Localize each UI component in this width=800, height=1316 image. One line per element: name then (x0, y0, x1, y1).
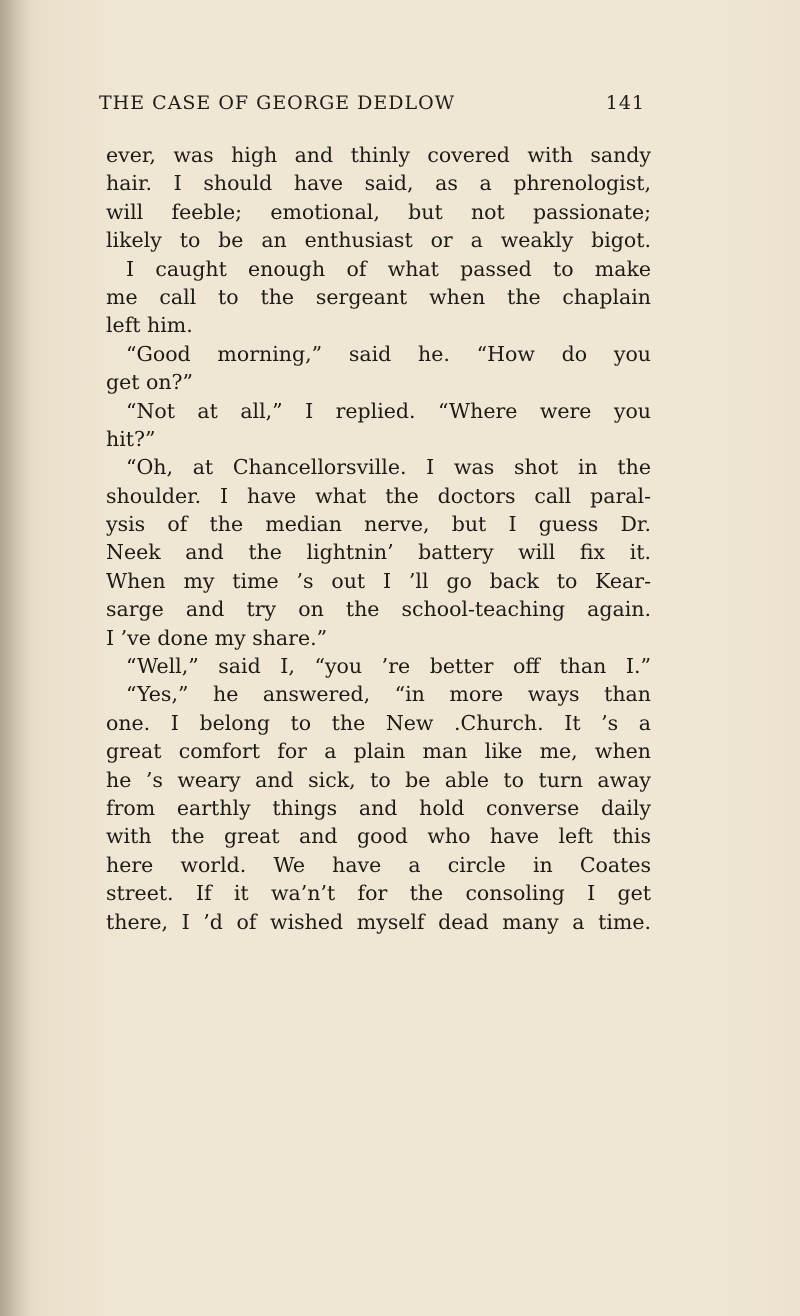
text-line: “Yes,” he answered, “in more ways than (126, 682, 651, 707)
text-line: from earthly things and hold converse daily (106, 795, 651, 820)
running-head-title: THE CASE OF GEORGE DEDLOW (99, 92, 456, 114)
text-line: with the great and good who have left this (106, 824, 651, 849)
text-line: likely to be an enthusiast or a weakly bigot. (106, 228, 651, 253)
running-head (99, 92, 645, 122)
text-line: will feeble; emotional, but not passionate; (106, 199, 651, 224)
text-line: “Oh, at Chancellorsville. I was shot in the (126, 455, 651, 480)
text-line: I ’ve done my share.” (106, 625, 328, 650)
text-line: shoulder. I have what the doctors call paral- (106, 483, 651, 508)
text-line: Neek and the lightnin’ battery will fix it. (106, 540, 651, 565)
text-line: hit?” (106, 426, 156, 451)
text-line: left him. (106, 313, 193, 338)
text-line: “Well,” said I, “you ’re better off than I.” (126, 654, 651, 679)
body-text (106, 141, 651, 936)
text-line: me call to the sergeant when the chaplain (106, 284, 651, 309)
text-line: sarge and try on the school-teaching again. (106, 597, 651, 622)
page-number: 141 (605, 92, 645, 114)
text-line: ysis of the median nerve, but I guess Dr. (106, 512, 651, 537)
text-line: “Not at all,” I replied. “Where were you (126, 398, 651, 423)
text-line: get on?” (106, 370, 194, 395)
text-line: ever, was high and thinly covered with sandy (106, 143, 651, 167)
text-line: hair. I should have said, as a phrenologist, (106, 171, 651, 196)
text-line: I caught enough of what passed to make (126, 256, 651, 281)
gutter-shadow (0, 0, 30, 1316)
text-line: street. If it wa’n’t for the consoling I get (106, 881, 651, 906)
text-line: there, I ’d of wished myself dead many a time. (106, 909, 651, 934)
text-line: “Good morning,” said he. “How do you (126, 341, 651, 366)
text-line: here world. We have a circle in Coates (106, 852, 651, 877)
text-line: great comfort for a plain man like me, when (106, 739, 651, 764)
text-line: When my time ’s out I ’ll go back to Kear- (106, 568, 651, 593)
text-line: one. I belong to the New .Church. It ’s a (106, 710, 651, 735)
text-line: he ’s weary and sick, to be able to turn away (106, 767, 651, 792)
